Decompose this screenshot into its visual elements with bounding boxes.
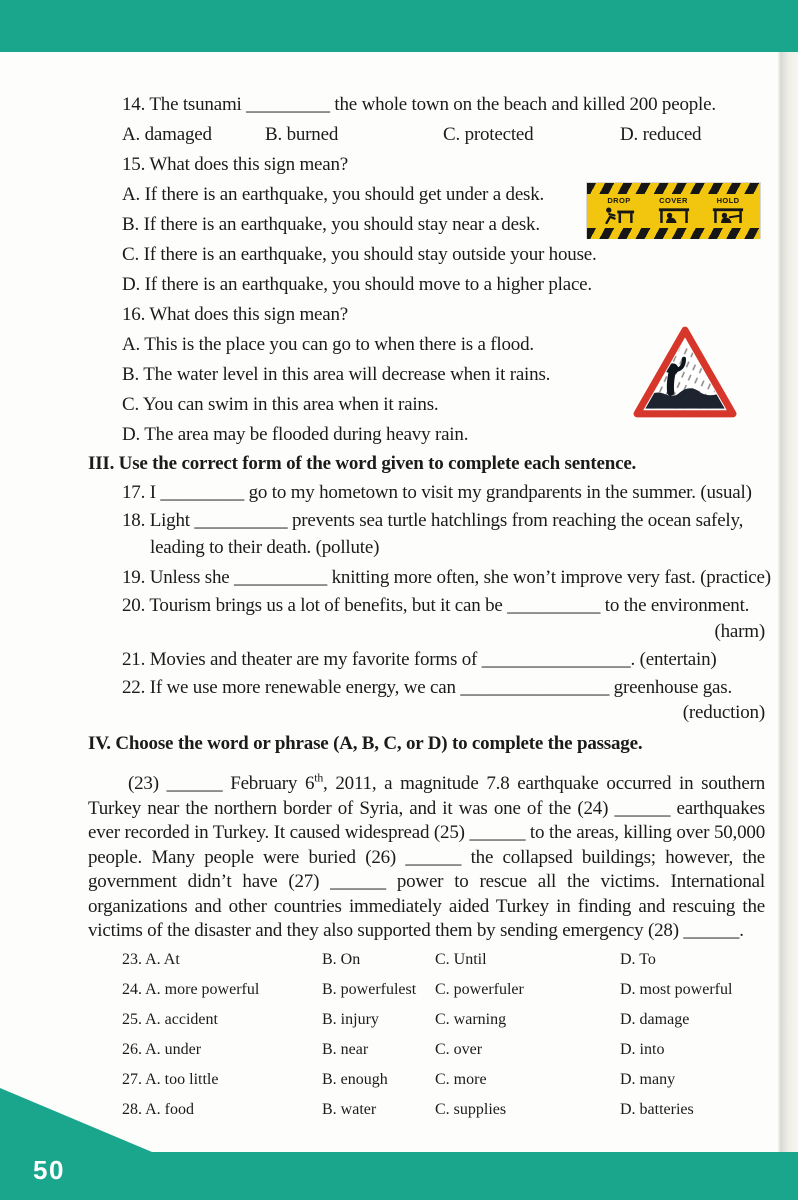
q28-option-d: D. batteries	[620, 1101, 694, 1118]
q24-option-a: 24. A. more powerful	[122, 981, 260, 998]
q14-option-a: A. damaged	[122, 124, 212, 145]
q14-option-b: B. burned	[265, 124, 339, 145]
question-18-line1: 18. Light __________ prevents sea turtle hatchlings from reaching the ocean safely,	[122, 510, 744, 531]
bottom-border-band	[0, 1152, 798, 1200]
q15-option-b: B. If there is an earthquake, you should stay near a desk.	[122, 214, 540, 235]
section-iii-heading: III. Use the correct form of the word given to complete each sentence.	[88, 453, 637, 474]
q28-option-c: C. supplies	[435, 1101, 507, 1118]
q27-option-b: B. enough	[322, 1071, 388, 1088]
page-number: 50	[33, 1155, 65, 1185]
drop-label: DROP	[607, 196, 631, 205]
earthquake-hold-icon	[712, 206, 744, 224]
hazard-stripe-top	[587, 183, 760, 194]
question-19: 19. Unless she __________ knitting more often, she won’t improve very fast. (practice)	[122, 567, 771, 588]
answer-row-26	[122, 1035, 777, 1065]
section-word-form	[88, 450, 771, 725]
question-16: 16. What does this sign mean?	[122, 304, 349, 325]
question-17: 17. I _________ go to my hometown to visit my grandparents in the summer. (usual)	[122, 482, 752, 503]
q26-option-d: D. into	[620, 1041, 665, 1058]
q14-option-d: D. reduced	[620, 124, 702, 145]
cloze-passage	[88, 772, 765, 944]
q16-option-b: B. The water level in this area will decrease when it rains.	[122, 364, 551, 385]
q15-option-a: A. If there is an earthquake, you should get under a desk.	[122, 184, 545, 205]
q15-option-c: C. If there is an earthquake, you should stay outside your house.	[122, 244, 597, 265]
q23-option-a: 23. A. At	[122, 951, 180, 968]
q24-option-b: B. powerfulest	[322, 981, 417, 998]
q25-option-d: D. damage	[620, 1011, 690, 1028]
question-15: 15. What does this sign mean?	[122, 154, 349, 175]
q26-option-c: C. over	[435, 1041, 483, 1058]
q23-option-c: C. Until	[435, 951, 487, 968]
flood-warning-icon	[632, 324, 738, 420]
q28-option-a: 28. A. food	[122, 1101, 194, 1118]
q28-option-b: B. water	[322, 1101, 377, 1118]
hazard-stripe-bottom	[587, 228, 760, 239]
answer-row-28	[122, 1095, 777, 1125]
q26-option-b: B. near	[322, 1041, 369, 1058]
section-iv-heading: IV. Choose the word or phrase (A, B, C, or D) to complete the passage.	[88, 733, 643, 754]
q16-option-d: D. The area may be flooded during heavy rain.	[122, 424, 469, 445]
cover-label: COVER	[659, 196, 688, 205]
q27-option-a: 27. A. too little	[122, 1071, 219, 1088]
answer-row-27	[122, 1065, 777, 1095]
question-14-options	[122, 120, 768, 150]
q27-option-d: D. many	[620, 1071, 676, 1088]
page-edge-shadow	[777, 52, 798, 1152]
question-22-line1: 22. If we use more renewable energy, we can ________________ greenhouse gas.	[122, 677, 733, 698]
earthquake-drop-icon	[603, 206, 635, 224]
q26-option-a: 26. A. under	[122, 1041, 202, 1058]
question-22-word: (reduction)	[682, 702, 765, 723]
question-20-word: (harm)	[714, 621, 765, 642]
q23-option-b: B. On	[322, 951, 361, 968]
earthquake-cover-icon	[658, 206, 690, 224]
question-21: 21. Movies and theater are my favorite forms of ________________. (entertain)	[122, 649, 717, 670]
answer-row-23	[122, 945, 777, 975]
question-18-line2: leading to their death. (pollute)	[150, 537, 380, 558]
passage-text-1: (23) ______ February 6	[128, 773, 315, 794]
q14-option-c: C. protected	[443, 124, 534, 145]
q25-option-c: C. warning	[435, 1011, 507, 1028]
cloze-answer-grid	[122, 945, 777, 1125]
answer-row-25	[122, 1005, 777, 1035]
passage-text-2: , 2011, a magnitude 7.8 earthquake occurred in southern Turkey near the northern border of Syria, and it was one of the (24) ______ earthquakes ever recorded in Turkey. It caused widespread (25) ______ to the areas, killing over 50,000 people. Many people were buried (26) ______ the collapsed buildings; however, the government didn’t have (27) ______ power to rescue all the victims. International organizations and other countries immediately aided Turkey in finding and rescuing the victims of the disaster and they also supported them by sending emergency (28) ______.	[88, 773, 766, 941]
section-cloze	[88, 730, 768, 757]
q25-option-b: B. injury	[322, 1011, 379, 1028]
q27-option-c: C. more	[435, 1071, 487, 1088]
question-14: 14. The tsunami _________ the whole town on the beach and killed 200 people.	[122, 94, 716, 115]
hold-label: HOLD	[716, 196, 740, 205]
question-20-line1: 20. Tourism brings us a lot of benefits, but it can be __________ to the environment.	[122, 595, 750, 616]
q16-option-a: A. This is the place you can go to when there is a flood.	[122, 334, 534, 355]
q24-option-d: D. most powerful	[620, 981, 733, 998]
q15-option-d: D. If there is an earthquake, you should move to a higher place.	[122, 274, 592, 295]
q23-option-d: D. To	[620, 951, 656, 968]
answer-row-24	[122, 975, 777, 1005]
top-border-band	[0, 0, 798, 52]
q24-option-c: C. powerfuler	[435, 981, 524, 998]
q25-option-a: 25. A. accident	[122, 1011, 218, 1028]
q16-option-c: C. You can swim in this area when it rains.	[122, 394, 439, 415]
ordinal-suffix: th	[314, 771, 324, 785]
earthquake-safety-sign	[587, 183, 760, 238]
